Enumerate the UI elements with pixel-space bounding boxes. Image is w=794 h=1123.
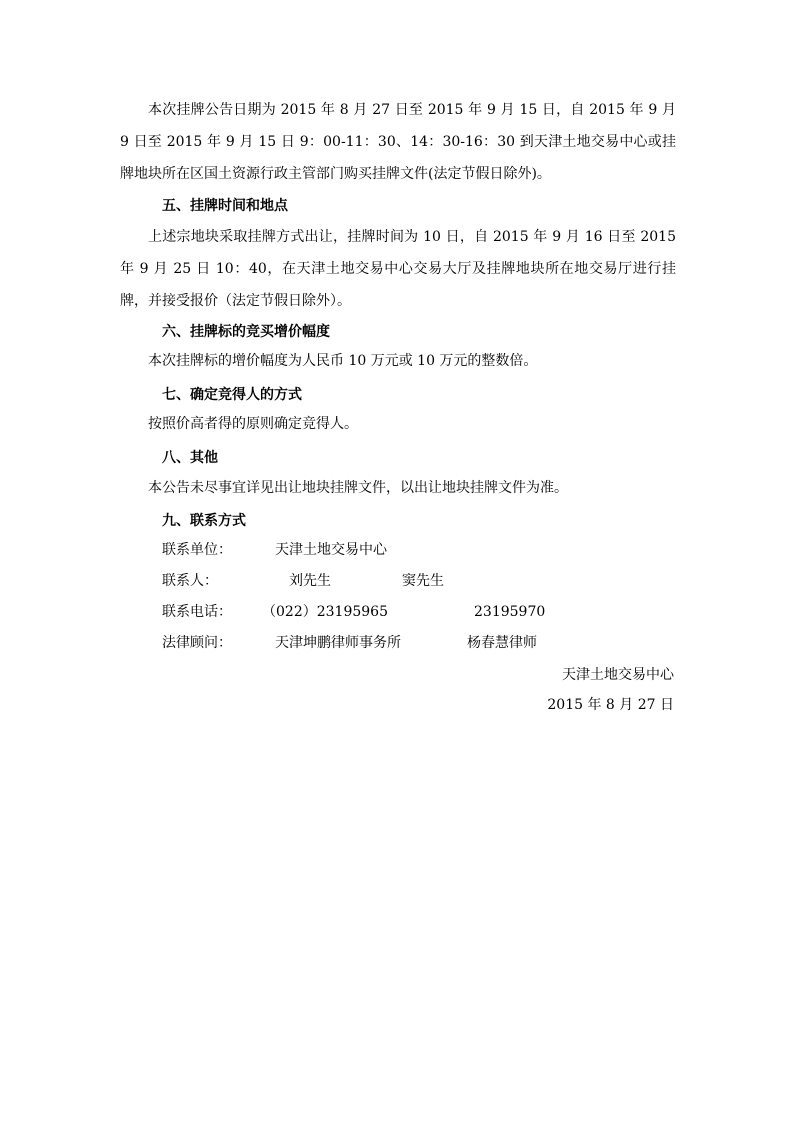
signature-organization: 天津土地交易中心 <box>562 667 674 683</box>
heading-other: 八、其他 <box>162 450 218 466</box>
lawyer-name: 杨春慧律师 <box>467 635 537 651</box>
contact-unit-label: 联系单位： <box>162 542 232 558</box>
contact-person-label: 联系人： <box>162 573 218 589</box>
paragraph-purchase-period: 本次挂牌公告日期为 2015 年 8 月 27 日至 2015 年 9 月 15 日，自 2015 年 9 月 9 日至 2015 年 9 月 15 日 9：00-11：30、14：30-16：30 到天津土地交易中心或挂牌地块所在区国土资源行政主管部门购买挂牌文件(法定节假日除外)。 <box>120 102 676 182</box>
paragraph-other: 本公告未尽事宜详见出让地块挂牌文件，以出让地块挂牌文件为准。 <box>148 480 568 496</box>
heading-bid-increment: 六、挂牌标的竞买增价幅度 <box>162 324 330 340</box>
paragraph-bid-increment: 本次挂牌标的增价幅度为人民币 10 万元或 10 万元的整数倍。 <box>148 353 538 369</box>
heading-listing-time-place: 五、挂牌时间和地点 <box>162 198 288 214</box>
contact-unit-value: 天津土地交易中心 <box>275 542 387 558</box>
contact-lawyer-label: 法律顾问： <box>162 635 232 651</box>
contact-phone-label: 联系电话： <box>162 604 232 620</box>
contact-phone-1: （022）23195965 <box>262 604 388 620</box>
signature-date: 2015 年 8 月 27 日 <box>547 697 674 713</box>
heading-winner-method: 七、确定竞得人的方式 <box>162 387 302 403</box>
paragraph-listing-time-place: 上述宗地块采取挂牌方式出让，挂牌时间为 10 日，自 2015 年 9 月 16 日至 2015 年 9 月 25 日 10：40，在天津土地交易中心交易大厅及挂牌地块所在地交易厅进行挂牌，并接受报价（法定节假日除外）。 <box>120 229 676 309</box>
paragraph-winner-method: 按照价高者得的原则确定竞得人。 <box>148 416 358 432</box>
contact-person-2: 窦先生 <box>402 573 444 589</box>
contact-phone-2: 23195970 <box>474 604 546 620</box>
law-firm-name: 天津坤鹏律师事务所 <box>275 635 401 651</box>
heading-contact: 九、联系方式 <box>162 513 246 529</box>
contact-person-1: 刘先生 <box>289 573 331 589</box>
